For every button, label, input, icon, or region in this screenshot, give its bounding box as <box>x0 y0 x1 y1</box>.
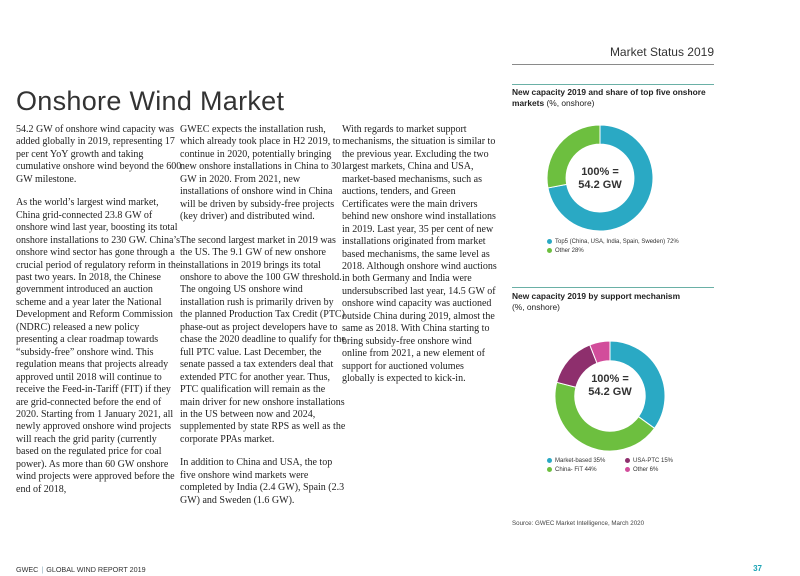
section-divider <box>512 64 714 65</box>
legend-swatch <box>547 248 552 253</box>
text-column-1 <box>16 124 182 507</box>
paragraph: In addition to China and USA, the top five onshore wind markets were completed by India (2.4 GW), Spain (2.3 GW) and Sweden (1.6 GW). <box>180 457 345 506</box>
chart-1-center-line-1: 100% = <box>581 166 619 178</box>
legend-label: Other 6% <box>633 466 659 473</box>
paragraph: With regards to market support mechanisms, the situation is similar to the previous year. Excluding the two largest markets, China and USA, market-based mechanisms, such as auctions, tenders, and Green Certificates were the main drivers behind new onshore wind installations in 2019. Last year, 35 per cent of new installations originated from market based mechanisms, the same level as 2018. Although onshore wind auctions in both Germany and India were undersubscribed last year, 14.5 GW of onshore wind capacity was auctioned outside China during 2019, almost the same as 2018. With China starting to bring subsidy-free onshore wind online from 2021, a new element of support for auctioned volumes globally is expected to kick-in. <box>342 124 497 385</box>
legend-item <box>547 465 625 474</box>
legend-label: USA-PTC 15% <box>633 457 674 464</box>
legend-label: Market-based 35% <box>555 457 606 464</box>
chart-1-center-label <box>560 166 640 192</box>
page-title: Onshore Wind Market <box>16 86 285 116</box>
legend-swatch <box>547 239 552 244</box>
chart-2-legend <box>547 456 695 474</box>
legend-item <box>547 456 625 465</box>
chart-1-title-text: New capacity 2019 and share of top five onshore markets <box>512 87 706 108</box>
chart-1-center-line-2: 54.2 GW <box>578 179 622 191</box>
chart-1-unit: (%, onshore) <box>546 97 595 108</box>
paragraph: GWEC expects the installation rush, which already took place in H2 2019, to continue in 2020, potentially bringing new onshore installations in China to 30 GW in 2020. From 2021, new installations of onshore wind in China will be driven by subsidy-free projects (key driver) and distributed wind. <box>180 124 342 223</box>
legend-swatch <box>625 458 630 463</box>
footer <box>16 565 146 574</box>
paragraph: 54.2 GW of onshore wind capacity was added globally in 2019, representing 17 per cent YoY growth and taking cumulative onshore wind beyond the 600 GW milestone. <box>16 124 182 185</box>
chart-2-center-line-2: 54.2 GW <box>588 386 632 398</box>
page-number: 37 <box>753 564 762 573</box>
legend-swatch <box>547 467 552 472</box>
chart-1-title <box>512 87 712 108</box>
footer-divider: | <box>41 565 44 574</box>
text-column-3 <box>342 124 498 397</box>
chart-2-center-label <box>570 373 650 399</box>
paragraph: As the world’s largest wind market, China grid-connected 23.8 GW of onshore wind last year, boosting its total onshore installations to 230 GW. China’s onshore wind sector has gone through a crucial period of regulatory reform in the past two years. In 2018, the Chinese government introduced an auction scheme and a year later the National Development and Reform Commission (NDRC) released a new policy presenting a clear roadmap towards “subsidy-free” onshore wind. This regulation means that projects already approved until 2018 will continue to receive the Feed-in-Tariff (FIT) if they are grid-connected before the end of 2020. Starting from 1 January 2021, all newly approved onshore wind projects will reach the grid parity (currently based on the regulated price for coal power). As more than 60 GW onshore wind projects were approved before the end of 2018, <box>16 197 181 495</box>
text-column-2 <box>180 124 346 518</box>
footer-report-name: GLOBAL WIND REPORT 2019 <box>46 565 146 574</box>
chart-2-rule <box>512 287 714 288</box>
legend-label: Other 28% <box>555 247 584 254</box>
legend-swatch <box>547 458 552 463</box>
legend-label: China- FiT 44% <box>555 466 597 473</box>
chart-1-rule <box>512 84 714 85</box>
chart-2-title-text: New capacity 2019 by support mechanism <box>512 291 681 301</box>
section-title: Market Status 2019 <box>609 45 714 59</box>
legend-swatch <box>625 467 630 472</box>
legend-label: Top5 (China, USA, India, Spain, Sweden) 72% <box>555 238 679 245</box>
legend-item <box>625 465 695 474</box>
source-note: Source: GWEC Market Intelligence, March 2020 <box>512 520 645 527</box>
chart-2-title <box>512 291 712 312</box>
chart-2-unit: (%, onshore) <box>512 301 560 312</box>
footer-brand: GWEC <box>16 565 39 574</box>
chart-1-legend <box>547 237 679 255</box>
legend-item <box>547 237 679 246</box>
paragraph: The second largest market in 2019 was the US. The 9.1 GW of new onshore installations in 2019 brings its total onshore to above the 100 GW threshold. The ongoing US onshore wind installation rush is primarily driven by the planned Production Tax Credit (PTC) phase-out as project developers have to chase the 2020 deadline to qualify for the full PTC value. Last December, the senate passed a tax extenders deal that extended PTC for another year. Thus, PTC qualification will remain as the main driver for new onshore installations in the US between now and 2024, supplemented by state RPS as well as the corporate PPAs market. <box>180 234 346 445</box>
chart-2-center-line-1: 100% = <box>591 373 629 385</box>
legend-item <box>625 456 695 465</box>
legend-item <box>547 246 679 255</box>
